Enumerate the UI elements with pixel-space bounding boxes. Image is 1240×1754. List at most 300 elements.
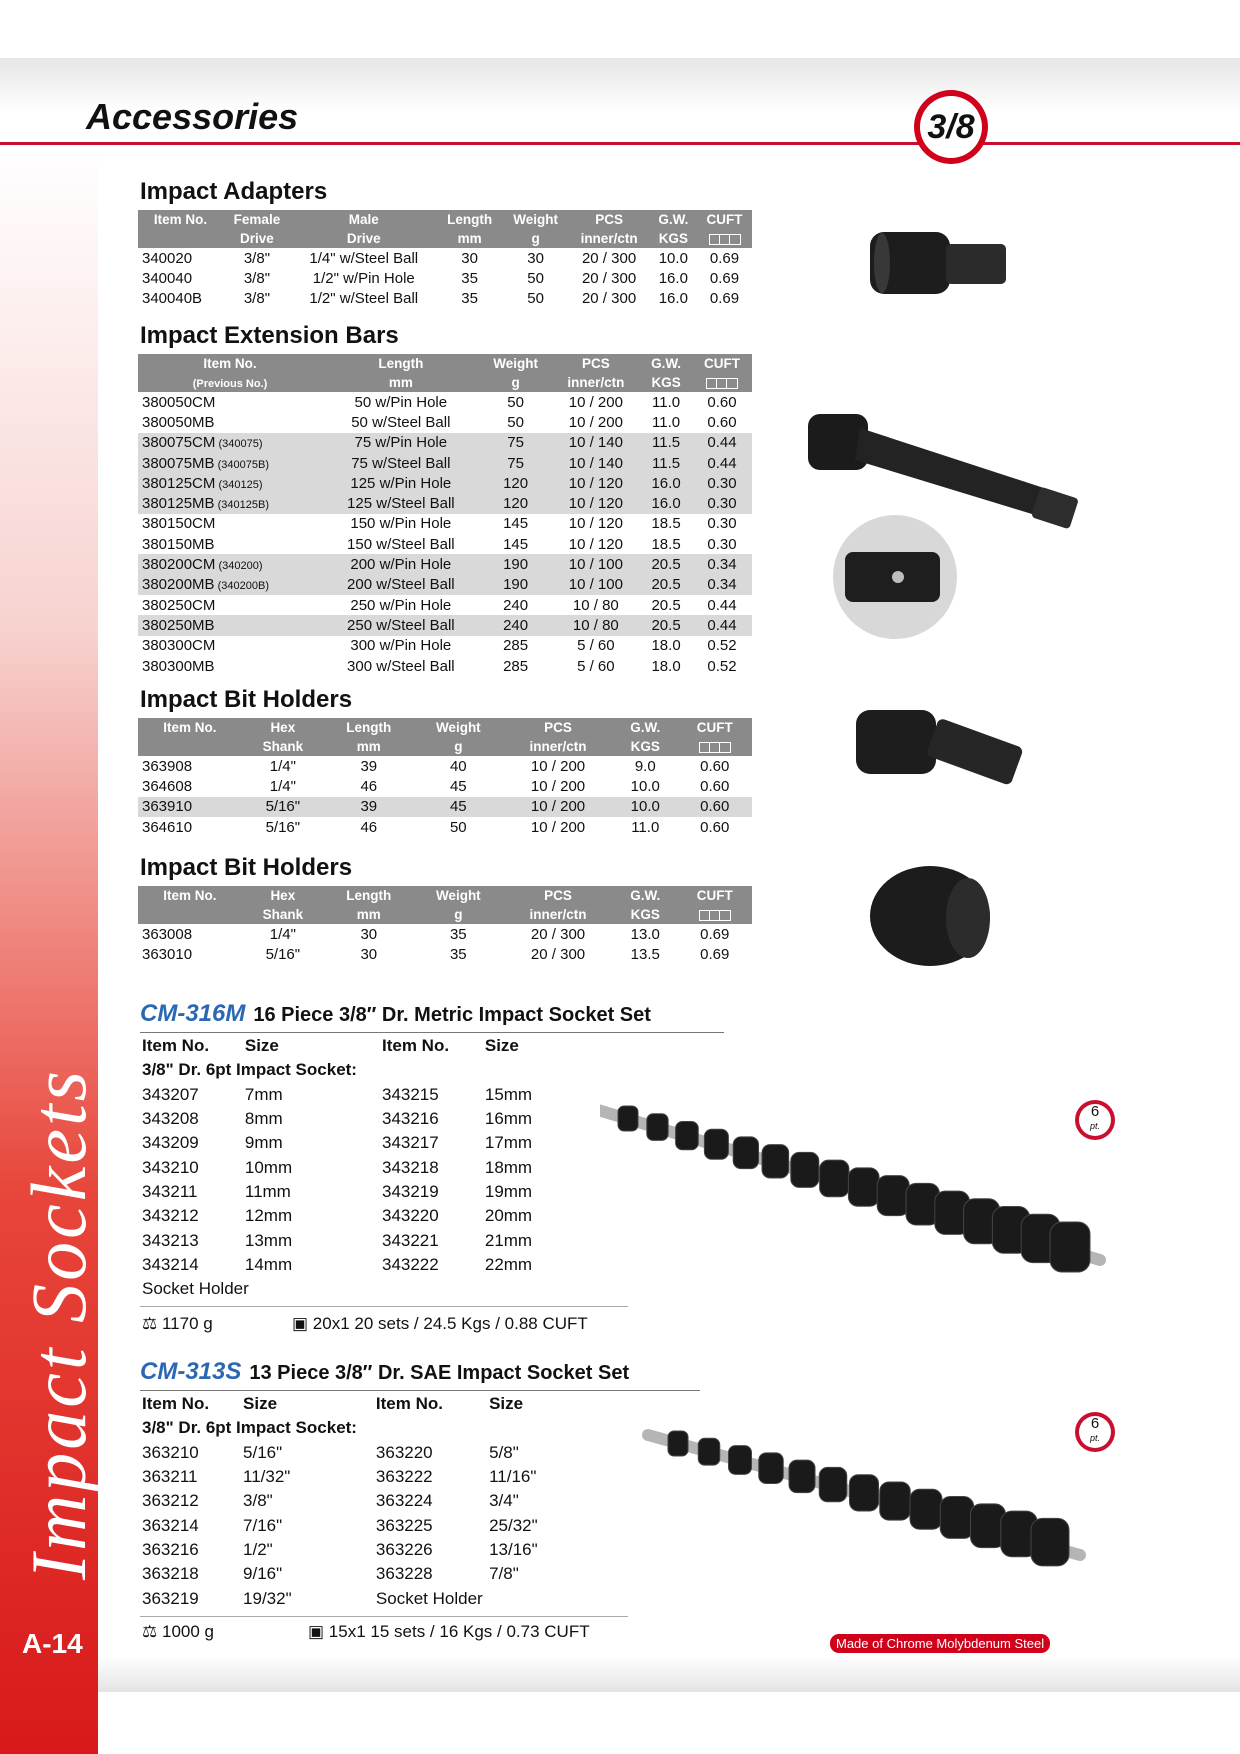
socket	[850, 1475, 879, 1511]
column-header: PCS	[569, 210, 650, 229]
table-cell: 10 / 200	[530, 757, 586, 775]
table-row	[138, 412, 752, 432]
table-cell	[138, 514, 322, 534]
table-cell	[138, 554, 322, 574]
table-cell: 18.5	[651, 535, 681, 553]
table-cell: 46	[360, 777, 378, 795]
header-rule	[0, 142, 1240, 145]
column-header: Weight	[414, 886, 503, 905]
table-cell: 0.30	[707, 535, 737, 553]
column-header: Weight	[414, 718, 503, 737]
table-cell: 30	[360, 925, 378, 943]
socket	[791, 1152, 819, 1187]
set-cell: 343219	[381, 1181, 439, 1201]
table-header-row	[138, 229, 752, 248]
table-cell: 340040B	[142, 290, 203, 308]
table-cell	[138, 636, 322, 656]
column-header: Length	[437, 210, 503, 229]
set-subheader: 3/8" Dr. 6pt Impact Socket:	[142, 1060, 357, 1080]
column-header: KGS	[613, 737, 677, 756]
set-row	[142, 1204, 622, 1228]
table-header-row	[138, 718, 752, 737]
set-cell: 363224	[375, 1491, 433, 1511]
extensions-table	[138, 354, 752, 676]
bit-holder-image	[850, 700, 1030, 820]
table-cell: 364608	[142, 777, 193, 795]
socket	[819, 1467, 847, 1501]
footer-band	[98, 1656, 1240, 1692]
table-cell: 0.30	[707, 515, 737, 533]
socket	[910, 1489, 942, 1529]
previous-number-header: (Previous No.)	[192, 378, 268, 390]
set-cell: 363219	[142, 1588, 199, 1608]
table-cell: 50	[507, 393, 524, 411]
table-cell: 3/8"	[243, 249, 271, 267]
set-cell: 11/16"	[489, 1467, 537, 1487]
set-row	[142, 1562, 622, 1586]
table-cell: 0.44	[692, 433, 752, 453]
set-header-row	[142, 1392, 622, 1416]
table-cell	[138, 453, 322, 473]
section-title-bitholders-1: Impact Bit Holders	[140, 686, 353, 713]
table-cell: 190	[480, 554, 552, 574]
set-cell: 13mm	[244, 1230, 293, 1250]
table-cell: 364610	[142, 818, 193, 836]
item-number: 380200CM	[142, 556, 216, 574]
table-cell: 20 / 300	[581, 269, 637, 287]
table-cell: 190	[480, 575, 552, 595]
carton-icon	[699, 742, 731, 753]
column-header	[677, 905, 752, 924]
scale-icon: ⚖	[142, 1314, 158, 1333]
impact-adapter-image	[860, 210, 1020, 320]
column-header: Female	[223, 210, 291, 229]
table-cell: 0.60	[700, 777, 730, 795]
set-cell: 363210	[142, 1442, 199, 1462]
set-cell: 343207	[142, 1084, 199, 1104]
steel-ball-detail-image	[830, 512, 960, 642]
table-cell: 0.30	[692, 493, 752, 513]
column-header: Male	[291, 210, 437, 229]
table-cell: 39	[360, 757, 378, 775]
set-316-foot-rule	[140, 1306, 628, 1307]
column-header: Item No.	[138, 886, 242, 905]
table-cell: 46	[360, 818, 378, 836]
set-cell: 12mm	[244, 1206, 293, 1226]
column-header: CUFT	[697, 210, 752, 229]
table-cell: 75 w/Pin Hole	[322, 433, 480, 453]
table-cell	[138, 493, 322, 513]
table-header-row	[138, 737, 752, 756]
set-cell: 8mm	[244, 1109, 283, 1129]
table-cell: 145	[503, 535, 529, 553]
table-row	[138, 924, 752, 944]
item-number: 380250CM	[142, 596, 216, 614]
table-cell: 0.60	[707, 393, 737, 411]
column-header: Weight	[503, 210, 569, 229]
set-row	[142, 1489, 622, 1513]
table-cell: 20 / 300	[581, 290, 637, 308]
badge-denominator: 8	[955, 108, 975, 146]
table-cell: 11.0	[631, 818, 660, 836]
carton-icon	[706, 378, 738, 389]
table-cell: 1/4"	[269, 777, 296, 795]
set-cell: 17mm	[484, 1133, 533, 1153]
set-cell: 14mm	[244, 1254, 293, 1274]
table-cell: 10.0	[658, 249, 688, 267]
carton-icon	[709, 234, 741, 245]
table-cell	[138, 595, 322, 615]
set-cell: 1/2"	[243, 1539, 273, 1559]
set-cell: 343214	[142, 1254, 199, 1274]
set-316-table	[142, 1034, 622, 1301]
table-cell: 50 w/Steel Ball	[351, 413, 451, 431]
column-header: inner/ctn	[569, 229, 650, 248]
six-point-number: 6	[1090, 1415, 1100, 1432]
table-cell: 0.44	[692, 453, 752, 473]
table-cell: 340040	[142, 269, 193, 287]
table-cell: 0.69	[709, 290, 740, 308]
set-cell: 343218	[381, 1157, 439, 1177]
set-cell: 343212	[142, 1206, 199, 1226]
table-row	[138, 268, 752, 288]
item-number: 380050CM	[142, 393, 216, 411]
set-316-title: 16 Piece 3/8″ Dr. Metric Impact Socket Set	[253, 1004, 651, 1026]
table-cell: 3/8"	[243, 290, 271, 308]
set-holder: Socket Holder	[142, 1279, 249, 1299]
item-number: 380125CM	[142, 474, 216, 492]
table-cell: 11.0	[652, 393, 681, 411]
table-cell: 125 w/Pin Hole	[322, 473, 480, 493]
set-cell: 11mm	[244, 1181, 291, 1201]
set-row	[142, 1277, 622, 1301]
table-row	[138, 797, 752, 817]
previous-number: (340075B)	[214, 458, 269, 471]
table-cell: 75	[480, 433, 552, 453]
table-cell: 50	[527, 290, 544, 308]
socket	[647, 1114, 668, 1141]
page-number: A-14	[22, 1628, 83, 1659]
table-cell: 10.0	[613, 797, 677, 817]
table-row	[138, 656, 752, 676]
item-number: 380250MB	[142, 616, 215, 634]
set-313-heading	[140, 1358, 629, 1386]
table-cell: 10 / 200	[503, 797, 613, 817]
socket	[940, 1497, 974, 1539]
column-header: mm	[324, 737, 414, 756]
set-cell: 343208	[142, 1109, 199, 1129]
material-badge: Made of Chrome Molybdenum Steel	[830, 1634, 1050, 1653]
set-cell: 18mm	[484, 1157, 533, 1177]
table-cell	[138, 534, 322, 554]
table-cell: 0.44	[707, 596, 737, 614]
table-cell	[138, 433, 322, 453]
set-cell: 15mm	[484, 1084, 533, 1104]
item-number: 380075MB	[142, 454, 215, 472]
set-cell	[489, 1586, 622, 1610]
table-cell: 16.0	[658, 269, 688, 287]
set-row	[142, 1253, 622, 1277]
table-cell: 285	[503, 637, 529, 655]
set-cell: 13/16"	[489, 1539, 538, 1559]
table-cell: 0.60	[700, 818, 730, 836]
table-cell: 30	[461, 249, 478, 267]
table-cell: 300 w/Pin Hole	[350, 637, 452, 655]
table-cell: 20 / 300	[530, 945, 586, 963]
set-cell: 343213	[142, 1230, 199, 1250]
column-header: mm	[322, 373, 480, 392]
column-header: mm	[437, 229, 503, 248]
set-313-title: 13 Piece 3/8″ Dr. SAE Impact Socket Set	[249, 1362, 630, 1384]
set-cell: 363222	[375, 1467, 433, 1487]
table-cell: 240	[480, 615, 552, 635]
table-cell: 10 / 120	[568, 535, 623, 553]
set-316-heading	[140, 1000, 651, 1028]
column-header: Hex	[242, 886, 324, 905]
table-cell: 0.34	[692, 575, 752, 595]
bitholders-1-table	[138, 718, 752, 837]
set-column-header: Item No.	[142, 1394, 210, 1414]
item-number: 380300CM	[142, 637, 216, 655]
section-title-adapters: Impact Adapters	[140, 178, 328, 205]
table-cell: 3/8"	[243, 269, 271, 287]
item-number: 380150CM	[142, 515, 216, 533]
set-cell: 363220	[375, 1442, 433, 1462]
set-row	[142, 1441, 622, 1465]
set-cell: 343216	[381, 1109, 439, 1129]
table-cell	[138, 473, 322, 493]
table-cell: 125 w/Steel Ball	[322, 493, 480, 513]
set-row	[142, 1107, 622, 1131]
set-cell: 10mm	[244, 1157, 293, 1177]
column-header: g	[503, 229, 569, 248]
table-row	[138, 392, 752, 412]
table-cell: 10 / 200	[568, 393, 623, 411]
table-cell: 0.34	[692, 554, 752, 574]
set-row	[142, 1465, 622, 1489]
socket	[704, 1129, 728, 1159]
set-cell: 343215	[381, 1084, 439, 1104]
set-cell: 363214	[142, 1515, 199, 1535]
table-cell: 10 / 100	[552, 554, 641, 574]
table-cell: 11.5	[640, 433, 692, 453]
table-row	[138, 756, 752, 776]
set-cell: 21mm	[484, 1230, 533, 1250]
set-cell: 22mm	[484, 1254, 533, 1274]
table-cell: 5 / 60	[577, 637, 615, 655]
socket	[759, 1453, 784, 1484]
table-cell: 40	[449, 757, 467, 775]
set-cell: 363212	[142, 1491, 199, 1511]
table-cell: 0.60	[700, 757, 730, 775]
set-cell: 19mm	[484, 1181, 533, 1201]
table-cell: 20.5	[640, 615, 692, 635]
column-header: Length	[324, 718, 414, 737]
column-header	[677, 737, 752, 756]
set-cell: 363218	[142, 1564, 199, 1584]
table-cell: 0.60	[677, 797, 752, 817]
table-row	[138, 636, 752, 656]
set-316-code: CM-316M	[140, 1000, 246, 1027]
set-316-weight	[142, 1314, 213, 1334]
set-row	[142, 1513, 622, 1537]
six-point-icon	[1075, 1412, 1115, 1452]
carton-icon: ▣	[292, 1314, 309, 1333]
item-number: 380300MB	[142, 657, 215, 675]
column-header	[138, 229, 223, 248]
item-number: 380150MB	[142, 535, 215, 553]
set-row	[142, 1586, 622, 1610]
set-subheader: 3/8" Dr. 6pt Impact Socket:	[142, 1418, 357, 1438]
set-cell: 9mm	[244, 1133, 283, 1153]
table-cell: 39	[324, 797, 414, 817]
previous-number: (340200)	[215, 560, 263, 573]
table-cell: 285	[503, 657, 529, 675]
column-header	[697, 229, 752, 248]
column-header: KGS	[640, 373, 692, 392]
set-column-header: Size	[489, 1394, 524, 1414]
carton-icon	[699, 910, 731, 921]
socket	[676, 1121, 699, 1149]
table-cell: 20 / 300	[581, 249, 637, 267]
set-cell: 5/16"	[243, 1442, 283, 1462]
table-row	[138, 493, 752, 513]
table-cell: 35	[449, 945, 467, 963]
table-cell: 75	[480, 453, 552, 473]
set-313-rule	[140, 1390, 700, 1391]
table-row	[138, 944, 752, 964]
set-316-packing-value: 20x1 20 sets / 24.5 Kgs / 0.88 CUFT	[312, 1314, 588, 1333]
column-header: inner/ctn	[503, 905, 613, 924]
column-header: Drive	[223, 229, 291, 248]
set-column-header: Size	[244, 1036, 279, 1056]
set-316-socket-rail-image	[600, 1100, 1120, 1300]
previous-number: (340200B)	[214, 580, 269, 593]
table-cell: 50 w/Pin Hole	[354, 393, 448, 411]
column-header: CUFT	[692, 354, 752, 373]
set-316-rule	[140, 1032, 724, 1033]
table-cell: 50	[527, 269, 544, 287]
socket	[698, 1438, 720, 1465]
table-cell: 1/2" w/Pin Hole	[312, 269, 415, 287]
table-row	[138, 473, 752, 493]
set-column-header: Item No.	[375, 1394, 443, 1414]
table-cell: 1/4" w/Steel Ball	[309, 249, 419, 267]
table-cell: 10 / 100	[552, 575, 641, 595]
table-row	[138, 595, 752, 615]
socket	[1031, 1518, 1069, 1566]
socket	[789, 1460, 815, 1493]
carton-icon: ▣	[308, 1622, 325, 1641]
socket	[820, 1160, 849, 1197]
column-header	[138, 905, 242, 924]
table-header-row	[138, 354, 752, 373]
table-cell: 16.0	[640, 493, 692, 513]
column-header: Item No.	[138, 210, 223, 229]
table-cell: 50	[507, 413, 524, 431]
column-header: g	[480, 373, 552, 392]
set-cell: 16mm	[484, 1109, 533, 1129]
badge-numerator: 3	[927, 108, 947, 146]
table-cell: 0.30	[692, 473, 752, 493]
table-cell: 0.52	[707, 657, 737, 675]
column-header: Shank	[242, 737, 324, 756]
set-row	[142, 1131, 622, 1155]
table-row	[138, 817, 752, 837]
set-cell: 343211	[142, 1181, 198, 1201]
table-cell: 0.60	[707, 413, 737, 431]
table-header-row	[138, 210, 752, 229]
column-header: Length	[324, 886, 414, 905]
set-row	[142, 1228, 622, 1252]
table-cell: 20.5	[640, 554, 692, 574]
column-header: KGS	[650, 229, 697, 248]
table-cell: 1/4"	[269, 757, 296, 775]
page-title: Accessories	[86, 96, 299, 137]
table-cell: 11.5	[640, 453, 692, 473]
set-316-packing	[292, 1314, 588, 1334]
column-header: PCS	[552, 354, 641, 373]
previous-number: (340125)	[215, 478, 263, 491]
socket	[762, 1145, 789, 1178]
table-cell: 18.5	[651, 515, 681, 533]
table-cell: 10 / 200	[568, 413, 623, 431]
table-cell: 5 / 60	[577, 657, 615, 675]
adapters-table	[138, 210, 752, 309]
table-cell: 13.0	[630, 925, 660, 943]
socket	[733, 1137, 758, 1169]
table-cell: 300 w/Steel Ball	[347, 657, 455, 675]
table-header-row	[138, 373, 752, 392]
table-cell: 363010	[142, 945, 193, 963]
table-row	[138, 776, 752, 796]
table-cell: 0.44	[692, 615, 752, 635]
set-cell: 363216	[142, 1539, 199, 1559]
table-cell: 0.69	[709, 269, 740, 287]
column-header: PCS	[503, 886, 613, 905]
table-row	[138, 289, 752, 309]
set-subheader-row	[142, 1058, 622, 1082]
scale-icon: ⚖	[142, 1622, 158, 1641]
socket	[1050, 1222, 1090, 1272]
column-header: Length	[322, 354, 480, 373]
table-cell	[138, 656, 322, 676]
short-bit-holder-image	[860, 858, 1010, 978]
table-cell: 13.5	[630, 945, 660, 963]
socket	[729, 1446, 752, 1475]
set-column-header: Item No.	[142, 1036, 210, 1056]
set-316-weight-value: 1170 g	[161, 1314, 213, 1333]
set-cell: 343217	[381, 1133, 439, 1153]
column-header: G.W.	[613, 886, 677, 905]
item-number: 380075CM	[142, 434, 216, 452]
set-cell: 9/16"	[243, 1564, 283, 1584]
table-cell: 5/16"	[265, 818, 301, 836]
set-cell: 5/8"	[489, 1442, 519, 1462]
column-header: Weight	[480, 354, 552, 373]
table-cell: 10 / 120	[552, 473, 641, 493]
table-cell: 10 / 120	[552, 493, 641, 513]
sidebar-category-text: Impact Sockets	[15, 1068, 102, 1580]
set-cell: 343220	[381, 1206, 439, 1226]
table-cell	[138, 392, 322, 412]
table-row	[138, 514, 752, 534]
socket	[848, 1168, 879, 1206]
set-313-weight	[142, 1622, 214, 1642]
table-row	[138, 575, 752, 595]
six-point-label: pt.	[1089, 1433, 1100, 1443]
set-subheader-row	[142, 1416, 622, 1440]
